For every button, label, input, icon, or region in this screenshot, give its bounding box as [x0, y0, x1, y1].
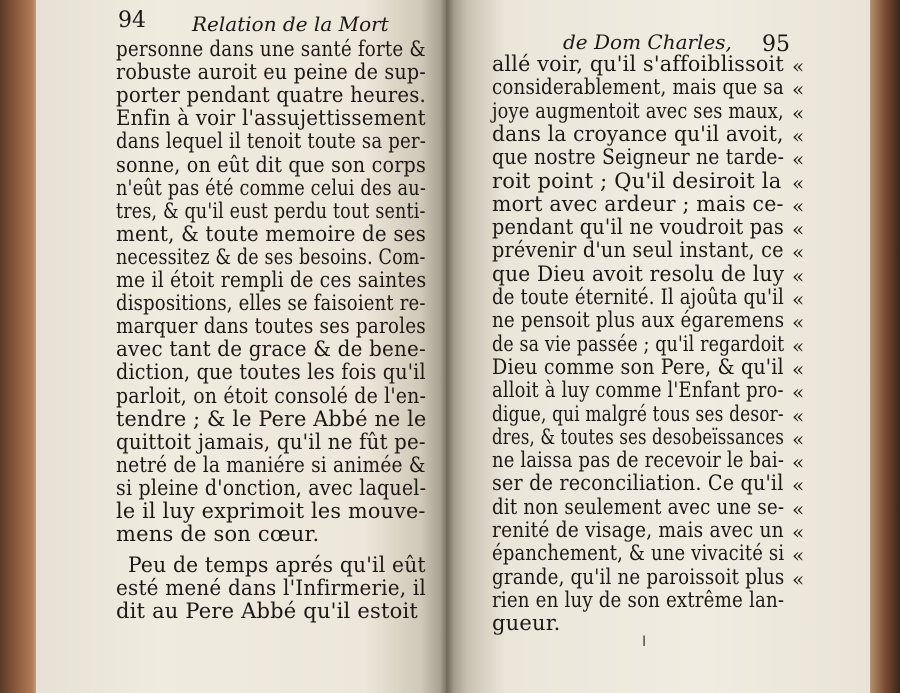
text-line: de sa vie passée ; qu'il regardoit — [492, 331, 785, 356]
quote-mark: « — [792, 217, 805, 242]
text-line: personne dans une santé forte & — [116, 37, 426, 61]
quote-mark: « — [792, 520, 805, 544]
book-gutter — [440, 0, 454, 693]
text-line: joye augmentoit avec ses maux, — [492, 98, 784, 123]
quote-mark: « — [792, 170, 805, 195]
quote-mark: « — [792, 426, 805, 451]
text-line: diction, que toutes les fois qu'il — [116, 360, 426, 385]
quote-mark: « — [792, 100, 805, 125]
text-line: tres, & qu'il eust perdu tout senti- — [116, 198, 426, 223]
text-line: tendre ; & le Pere Abbé ne le — [116, 406, 427, 431]
text-line: de toute éternité. Il ajoûta qu'il — [492, 285, 784, 309]
text-line: avec tant de grace & de bene- — [116, 337, 426, 362]
text-line: sonne, on eût dit que son corps — [116, 152, 426, 177]
text-line: netré de la maniére si animée & — [116, 452, 426, 477]
quote-mark: « — [792, 380, 805, 405]
quote-mark: « — [792, 566, 805, 591]
text-line: quittoit jamais, qu'il ne fût pe- — [116, 429, 426, 454]
text-line: gueur. — [492, 611, 561, 636]
quote-mark: « — [792, 356, 805, 381]
text-line: parloit, on étoit consolé de l'en- — [116, 383, 427, 408]
running-head-right: de Dom Charles, — [563, 30, 732, 54]
quote-mark: « — [792, 54, 805, 78]
running-head-left: Relation de la Mort — [192, 12, 389, 36]
text-line: esté mené dans l'Infirmerie, il — [116, 576, 426, 601]
text-line: ment, & toute memoire de ses — [116, 221, 427, 246]
text-line: mens de son cœur. — [116, 522, 320, 547]
text-line: ser de reconciliation. Ce qu'il — [492, 471, 784, 496]
quote-mark: « — [792, 496, 805, 521]
quote-mark: « — [792, 473, 805, 498]
text-line: considerablement, mais que sa — [492, 75, 784, 100]
text-line: dispositions, elles se faisoient re- — [116, 291, 426, 316]
quote-mark: « — [792, 287, 805, 311]
page-number-right: 95 — [762, 32, 790, 57]
text-line: Dieu comme son Pere, & qu'il — [492, 354, 784, 379]
text-line: ne pensoit plus aux égaremens — [492, 308, 785, 333]
text-line: dans lequel il tenoit toute sa per- — [116, 129, 426, 154]
text-line: roit point ; Qu'il desiroit la — [492, 168, 782, 193]
quote-mark: « — [792, 263, 805, 288]
text-line: necessitez & de ses besoins. Com- — [116, 244, 426, 269]
text-line: me il étoit rempli de ces saintes — [116, 268, 427, 292]
text-line: prévenir d'un seul instant, ce — [492, 238, 784, 263]
quote-mark: « — [792, 193, 805, 218]
text-line: mort avec ardeur ; mais ce- — [492, 191, 784, 216]
text-line: digue, qui malgré tous ses desor- — [492, 401, 784, 426]
text-line: pendant qu'il ne voudroit pas — [492, 215, 785, 240]
page-number-left: 94 — [118, 8, 146, 33]
text-line: épanchement, & une vivacité si — [492, 541, 785, 566]
left-cover-edge — [0, 0, 40, 693]
quote-mark: « — [792, 77, 805, 102]
text-line: dres, & toutes ses desobeïssances — [492, 424, 785, 449]
text-line: dit au Pere Abbé qu'il estoit — [116, 599, 418, 624]
text-line: allé voir, qu'il s'affoiblissoit — [492, 52, 784, 76]
quote-mark: « — [792, 403, 805, 428]
text-line: ne laissa pas de recevoir le bai- — [492, 448, 785, 473]
quote-mark: « — [792, 543, 805, 568]
text-line: dans la croyance qu'il avoit, — [492, 121, 784, 146]
text-line: n'eût pas été comme celui des au- — [116, 175, 426, 200]
quote-mark: « — [792, 450, 805, 475]
text-line: si pleine d'onction, avec laquel- — [116, 475, 427, 500]
quote-mark: « — [792, 333, 805, 358]
text-line: que Dieu avoit resolu de luy — [492, 261, 785, 286]
text-line: renité de visage, mais avec un — [492, 518, 784, 542]
text-line: Enfin à voir l'assujettissement — [116, 106, 426, 131]
quote-mark: « — [792, 123, 805, 148]
text-line: Peu de temps aprés qu'il eût — [128, 553, 426, 578]
text-line: grande, qu'il ne paroissoit plus — [492, 564, 785, 589]
text-line: marquer dans toutes ses paroles — [116, 314, 426, 339]
text-line: le il luy exprimoit les mouve- — [116, 499, 426, 523]
text-line: dit non seulement avec une se- — [492, 494, 785, 519]
page-footer-mark: ǀ — [642, 634, 647, 650]
quote-mark: « — [792, 240, 805, 265]
text-line: que nostre Seigneur ne tarde- — [492, 145, 785, 170]
quote-mark: « — [792, 310, 805, 335]
text-line: rien en luy de son extrême lan- — [492, 587, 785, 612]
text-line: robuste auroit eu peine de sup- — [116, 60, 426, 85]
text-line: porter pendant quatre heures. — [116, 83, 426, 108]
quote-mark: « — [792, 147, 805, 172]
text-line: alloit à luy comme l'Enfant pro- — [492, 378, 784, 403]
